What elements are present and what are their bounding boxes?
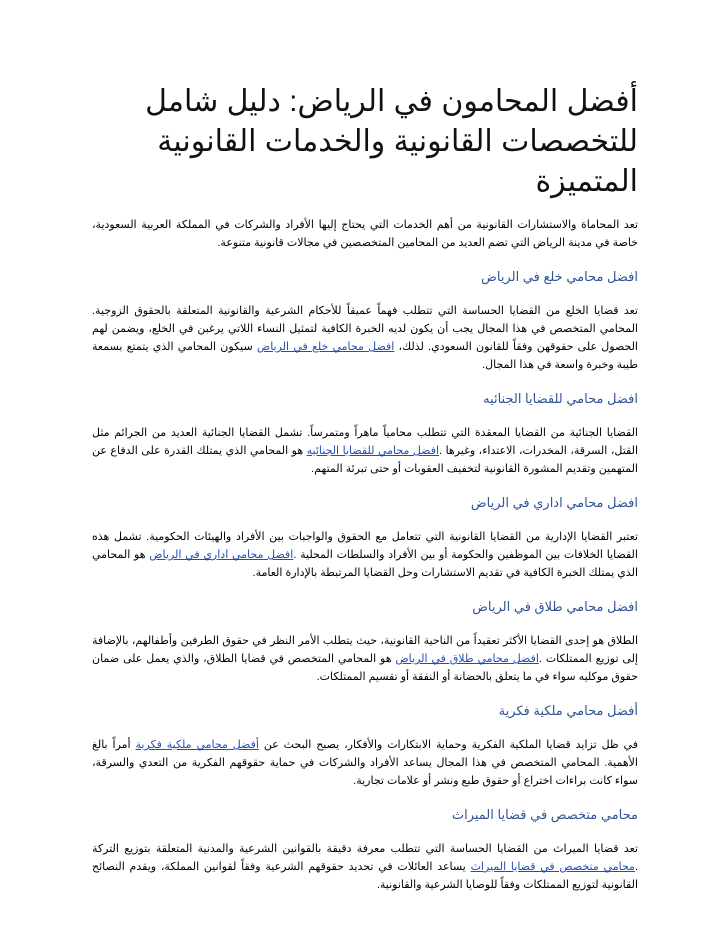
inheritance-lawyer-link[interactable]: محامي متخصص في قضايا الميراث [470,861,635,873]
section-paragraph-criminal: القضايا الجنائية من القضايا المعقدة التي تتطلب محامياً ماهراً ومتمرساً. تشمل القضايا الجنائية العديد من الجرائم مثل القتل، السرقة، المخدرات، الاعتداء، وغيرها .افضل محامي للقضايا الجنائيه هو المحامي الذي يمتلك القدرة على الدفاع عن المتهمين وتقديم المشورة القانونية لتخفيف العقوبات أو حتى تبرئة المتهم. [92,427,639,475]
section-heading-divorce: افضل محامي طلاق في الرياض [472,599,638,614]
page-title: أفضل المحامون في الرياض: دليل شامل للتخصصات القانونية والخدمات القانونية المتميزة [145,85,638,198]
khula-lawyer-link[interactable]: افضل محامي خلع في الرياض [256,341,395,353]
section-paragraph-intellectual-property: في ظل تزايد قضايا الملكية الفكرية وحماية الابتكارات والأفكار، يصبح البحث عن أفضل محامي ملكية فكرية أمراً بالغ الأهمية. المحامي المتخصص في هذا المجال يساعد الأفراد والشركات في حماية حقوقهم الفكرية من التعدي والسرقة، سواء كانت براءات اختراع أو حقوق طبع ونشر أو علامات تجارية. [92,739,638,787]
section-heading-khula: افضل محامي خلع في الرياض [481,269,638,284]
section-heading-criminal: افضل محامي للقضايا الجنائيه [483,391,638,406]
section-paragraph-khula: تعد قضايا الخلع من القضايا الحساسة التي تتطلب فهماً عميقاً للأحكام الشرعية والقانونية المتعلقة بالحقوق الزوجية. المحامي المتخصص في هذا المجال يجب أن يكون لديه الخبرة الكافية لتمثيل النساء اللاتي يرغبن في الخلع، ويضمن لهم الحصول على حقوقهن وفقاً للقانون السعودي. لذلك، افضل محامي خلع في الرياض سيكون المحامي الذي يتمتع بسمعة طيبة وخبرة واسعة في هذا المجال. [92,305,638,371]
article [92,82,638,894]
intellectual-property-lawyer-link[interactable]: أفضل محامي ملكية فكرية [135,739,259,751]
intro-paragraph: تعد المحاماة والاستشارات القانونية من أهم الخدمات التي يحتاج إليها الأفراد والشركات في المملكة العربية السعودية، خاصة في مدينة الرياض التي تضم العديد من المحامين المتخصصين في مجالات قانونية متنوعة. [92,219,638,249]
divorce-lawyer-link[interactable]: افضل محامي طلاق في الرياض [395,653,539,665]
section-paragraph-divorce: الطلاق هو إحدى القضايا الأكثر تعقيداً من الناحية القانونية، حيث يتطلب الأمر النظر في حقوق الطرفين وأطفالهم، بالإضافة إلى توزيع الممتلكات .افضل محامي طلاق في الرياض هو المحامي المتخصص في قضايا الطلاق، والذي يعمل على ضمان حقوق موكليه سواء في ما يتعلق بالحضانة أو النفقة أو تقسيم الممتلكات. [92,635,638,683]
section-heading-inheritance: محامي متخصص في قضايا الميراث [451,807,638,822]
criminal-lawyer-link[interactable]: افضل محامي للقضايا الجنائيه [306,445,440,457]
administrative-lawyer-link[interactable]: افضل محامي اداري في الرياض [149,549,294,561]
section-heading-intellectual-property: أفضل محامي ملكية فكرية [498,703,638,718]
section-paragraph-inheritance: تعد قضايا الميراث من القضايا الحساسة التي تتطلب معرفة دقيقة بالقوانين الشرعية والمدنية المتعلقة بتوزيع التركة .محامي متخصص في قضايا الميراث يساعد العائلات في تحديد حقوقهم الشرعية وفقاً لقوانين المملكة، ويقدم النصائح القانونية لتوزيع الممتلكات وفقاً للوصايا الشرعية والقانونية. [92,843,639,891]
section-paragraph-administrative: تعتبر القضايا الإدارية من القضايا القانونية التي تتعامل مع الحقوق والواجبات بين الأفراد والهيئات الحكومية. تشمل هذه القضايا الخلافات بين الموظفين والحكومة أو بين الأفراد والسلطات المحلية .افضل محامي اداري في الرياض هو المحامي الذي يمتلك الخبرة الكافية في تقديم الاستشارات وحل القضايا المرتبطة بالإدارة العامة. [92,531,638,579]
section-heading-administrative: افضل محامي اداري في الرياض [470,495,638,510]
